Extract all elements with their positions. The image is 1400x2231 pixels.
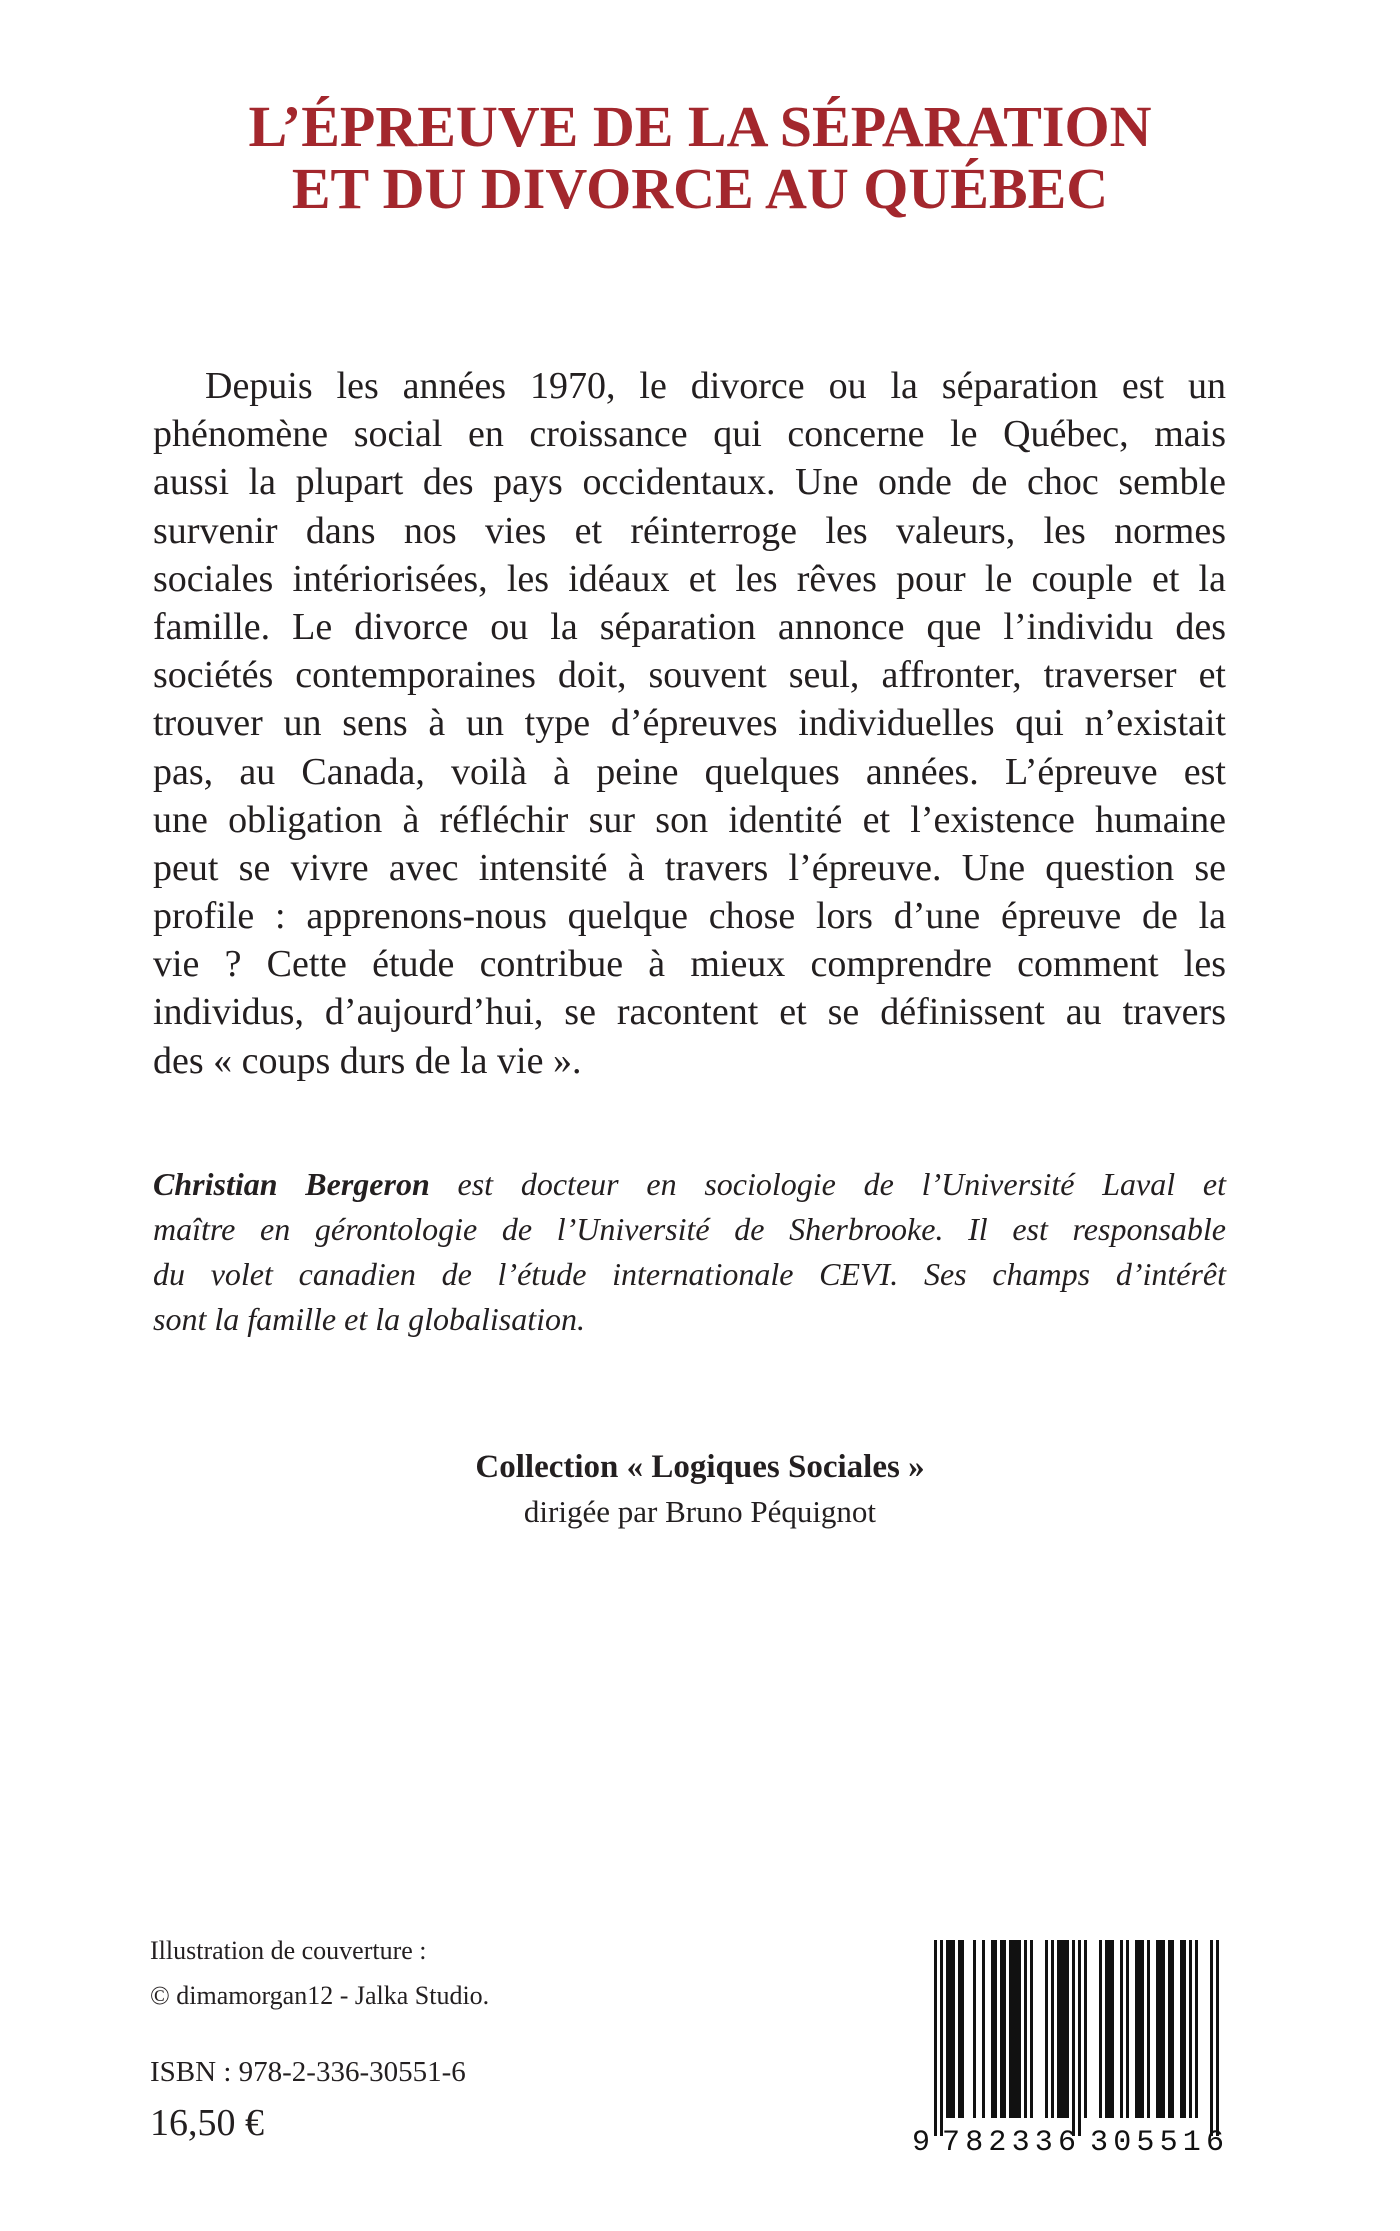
barcode-bar	[1099, 1940, 1102, 2118]
barcode-left-digits: 782336	[942, 2126, 1076, 2156]
barcode-bar	[961, 1940, 964, 2118]
price: 16,50 €	[150, 2102, 264, 2144]
barcode-bar	[1000, 1940, 1003, 2118]
abstract-line: famille. Le divorce ou la séparation annonce que l’individu des	[153, 605, 1226, 648]
credit-source: © dimamorgan12 - Jalka Studio.	[150, 1981, 490, 2010]
barcode-bar	[1009, 1940, 1012, 2118]
abstract-line: profile : apprenons-nous quelque chose lors d’une épreuve de la	[153, 895, 1226, 938]
collection-director: dirigée par Bruno Péquignot	[523, 1494, 877, 1529]
credit-label: Illustration de couverture :	[150, 1936, 427, 1965]
barcode-bar	[1105, 1940, 1108, 2118]
barcode-bar	[1195, 1940, 1198, 2118]
barcode-bar	[1063, 1940, 1066, 2118]
barcode-right-digits: 305516	[1090, 2126, 1224, 2156]
collection-info	[100, 1444, 1300, 1534]
barcode-bar	[1024, 1940, 1027, 2118]
barcode-bar	[1012, 1940, 1015, 2118]
bio-line-3: du volet canadien de l’étude internationale CEVI. Ses champs d’intérêt	[153, 1256, 1226, 1292]
abstract-paragraph	[153, 362, 1226, 1085]
abstract-line: peut se vivre avec intensité à travers l’épreuve. Une question se	[153, 846, 1226, 889]
bio-line-1-text: est docteur en sociologie de l’Université Laval et	[429, 1166, 1227, 1202]
barcode-bar	[1171, 1940, 1174, 2118]
isbn: ISBN : 978-2-336-30551-6	[150, 2056, 466, 2088]
barcode-bar	[1141, 1940, 1144, 2118]
abstract-line: pas, au Canada, voilà à peine quelques années. L’épreuve est	[153, 750, 1226, 793]
barcode-bar	[1108, 1940, 1111, 2118]
barcode-bar	[1051, 1940, 1054, 2118]
bio-line-4: sont la famille et la globalisation.	[153, 1301, 585, 1337]
abstract-line: survenir dans nos vies et réinterroge les valeurs, les normes	[153, 509, 1226, 552]
cover-credit	[150, 1928, 489, 2018]
bio-line-2: maître en gérontologie de l’Université de Sherbrooke. Il est responsable	[153, 1211, 1226, 1247]
abstract-line: aussi la plupart des pays occidentaux. Une onde de choc semble	[153, 461, 1226, 504]
barcode-bar	[1111, 1940, 1114, 2118]
barcode-bar	[1003, 1940, 1006, 2118]
barcode-bar	[1018, 1940, 1021, 2118]
barcode-bar	[940, 1940, 943, 2136]
barcode	[908, 1940, 1240, 2156]
barcode-bar	[1084, 1940, 1087, 2118]
abstract-line: sociétés contemporaines doit, souvent seul, affronter, traverser et	[153, 654, 1226, 697]
barcode-bar	[1210, 1940, 1213, 2136]
barcode-bar	[1060, 1940, 1063, 2118]
barcode-bar	[1216, 1940, 1219, 2136]
barcode-bar	[1168, 1940, 1171, 2118]
barcode-bar	[1156, 1940, 1159, 2118]
abstract-line: vie ? Cette étude contribue à mieux comprendre comment les	[153, 943, 1226, 986]
collection-name: Collection « Logiques Sociales »	[475, 1449, 925, 1485]
barcode-bar	[1015, 1940, 1018, 2118]
abstract-line: trouver un sens à un type d’épreuves individuelles qui n’existait	[153, 702, 1226, 745]
barcode-graphic	[908, 1940, 1240, 2156]
barcode-bar	[1078, 1940, 1081, 2136]
barcode-bar	[946, 1940, 949, 2118]
barcode-bar	[973, 1940, 976, 2118]
abstract-line: sociales intériorisées, les idéaux et les rêves pour le couple et la	[153, 557, 1226, 600]
bio-line-1	[153, 1162, 1226, 1207]
barcode-bar	[949, 1940, 952, 2118]
barcode-bar	[1138, 1940, 1141, 2118]
title-line-1: L’ÉPREUVE DE LA SÉPARATION	[248, 94, 1152, 159]
barcode-bar	[994, 1940, 997, 2118]
author-name: Christian Bergeron	[153, 1166, 430, 1202]
abstract-line: phénomène social en croissance qui concerne le Québec, mais	[153, 413, 1226, 456]
barcode-first-digit: 9	[912, 2126, 931, 2156]
barcode-bar	[1057, 1940, 1060, 2118]
barcode-bar	[1159, 1940, 1162, 2118]
barcode-bar	[1126, 1940, 1129, 2118]
author-bio	[153, 1162, 1226, 1342]
barcode-bar	[1135, 1940, 1138, 2118]
barcode-bar	[1147, 1940, 1150, 2118]
barcode-bar	[1045, 1940, 1048, 2118]
barcode-bar	[1030, 1940, 1033, 2118]
barcode-bar	[1162, 1940, 1165, 2118]
abstract-line: des « coups durs de la vie ».	[153, 1039, 582, 1082]
barcode-bar	[1072, 1940, 1075, 2136]
book-title	[100, 96, 1300, 220]
barcode-bar	[1183, 1940, 1186, 2118]
barcode-bar	[982, 1940, 985, 2118]
barcode-bar	[952, 1940, 955, 2118]
abstract-line: individus, d’aujourd’hui, se racontent et se définissent au travers	[153, 991, 1226, 1034]
barcode-bar	[1120, 1940, 1123, 2118]
barcode-bar	[1180, 1940, 1183, 2118]
barcode-bar	[958, 1940, 961, 2118]
barcode-bar	[934, 1940, 937, 2136]
abstract-line: une obligation à réfléchir sur son identité et l’existence humaine	[153, 798, 1226, 841]
barcode-bar	[1066, 1940, 1069, 2118]
barcode-bar	[991, 1940, 994, 2118]
title-line-2: ET DU DIVORCE AU QUÉBEC	[291, 156, 1109, 221]
barcode-bars	[934, 1940, 1219, 2136]
abstract-line: Depuis les années 1970, le divorce ou la séparation est un	[205, 365, 1226, 407]
barcode-bar	[1189, 1940, 1192, 2118]
